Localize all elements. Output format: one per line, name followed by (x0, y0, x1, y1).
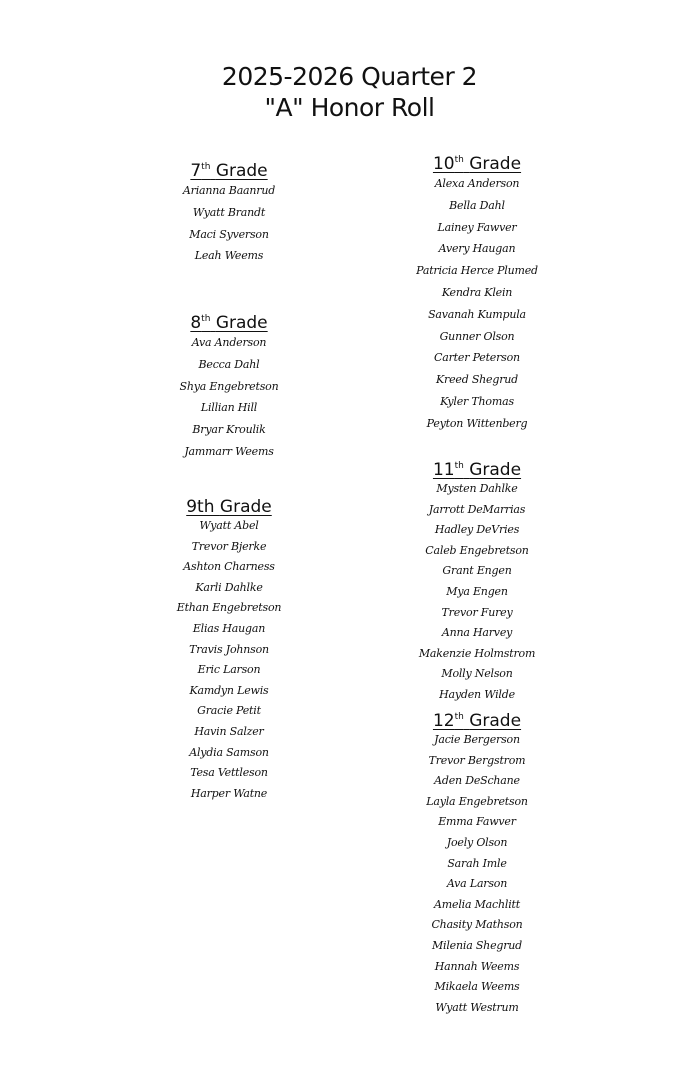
student-name: Grant Engen (442, 564, 512, 578)
student-name: Maci Syverson (189, 227, 269, 241)
student-name: Jarrott DeMarrias (428, 502, 526, 516)
student-name: Tesa Vettleson (190, 766, 268, 780)
student-name: Gunner Olson (439, 329, 515, 343)
student-name: Alexa Anderson (434, 177, 520, 190)
student-name: Alydia Samson (189, 745, 269, 759)
student-name: Gracie Petit (197, 704, 261, 718)
student-name: Caleb Engebretson (425, 543, 529, 557)
grade-10-heading (357, 149, 597, 174)
grade-9-heading (109, 492, 349, 517)
page-subtitle: "A" Honor Roll (264, 93, 435, 122)
student-name: Wyatt Westrum (435, 1000, 519, 1014)
grade-7-list (109, 180, 349, 267)
grade-7-heading (109, 156, 349, 181)
student-name: Avery Haugan (438, 242, 516, 256)
student-name: Lillian Hill (200, 401, 258, 415)
grade-9-list (109, 516, 349, 804)
student-name: Havin Salzer (194, 724, 264, 738)
student-name: Bella Dahl (449, 198, 505, 212)
student-name: Makenzie Holmstrom (418, 646, 536, 660)
student-name: Leah Weems (194, 249, 264, 263)
student-name: Aden DeSchane (434, 774, 520, 788)
grade-10-suffix: th (454, 155, 464, 165)
grade-12-number: 12 (432, 711, 455, 731)
grade-11-number: 11 (432, 460, 455, 480)
student-name: Eric Larson (197, 663, 261, 677)
student-name: Anna Harvey (441, 626, 513, 640)
student-name: Peyton Wittenberg (426, 416, 528, 430)
student-name: Elias Haugan (192, 621, 266, 635)
grade-8-list (109, 332, 349, 463)
grade-8-section (109, 308, 349, 463)
student-name: Savanah Kumpula (428, 307, 526, 321)
grade-10-section (357, 149, 597, 435)
grade-9-number: 9th (186, 497, 215, 517)
student-name: Hadley DeVries (434, 523, 520, 537)
student-name: Becca Dahl (198, 357, 260, 371)
grade-11-section (357, 455, 597, 706)
student-name: Carter Peterson (434, 351, 520, 365)
student-name: Kendra Klein (441, 285, 513, 299)
grade-10-word: Grade (469, 154, 522, 174)
student-name: Patricia Herce Plumed (416, 264, 538, 278)
student-name: Kyler Thomas (440, 394, 514, 408)
grade-11-heading (357, 455, 597, 480)
student-name: Shya Engebretson (179, 379, 279, 393)
student-name: Jacie Bergerson (434, 733, 520, 746)
grade-9-list-clip (109, 516, 349, 804)
grade-12-suffix: th (454, 712, 464, 722)
student-name: Amelia Machlitt (434, 897, 520, 911)
grade-7-suffix: th (201, 162, 211, 172)
student-name: Trevor Furey (441, 605, 513, 619)
student-name: Kreed Shegrud (436, 373, 518, 387)
student-name: Trevor Bergstrom (428, 753, 526, 767)
student-name: Emma Fawver (438, 815, 516, 829)
grade-7-word: Grade (215, 161, 268, 181)
student-name: Layla Engebretson (426, 794, 528, 808)
student-name: Arianna Baanrud (182, 184, 276, 197)
student-name: Ashton Charness (183, 560, 275, 574)
grade-9-section (109, 492, 349, 804)
student-name: Harper Watne (190, 786, 268, 800)
student-name: Joely Olson (446, 835, 508, 849)
grade-8-suffix: th (201, 314, 211, 324)
student-name: Sarah Imle (447, 856, 507, 870)
grade-11-suffix: th (454, 461, 464, 471)
grade-8-word: Grade (215, 313, 268, 333)
student-name: Lainey Fawver (437, 220, 517, 234)
student-name: Bryar Kroulik (192, 423, 266, 437)
grade-12-heading (357, 706, 597, 731)
grade-8-heading (109, 308, 349, 333)
grade-11-word: Grade (469, 460, 522, 480)
grade-9-word: Grade (219, 497, 272, 517)
student-name: Hannah Weems (434, 959, 520, 973)
student-name: Chasity Mathson (431, 918, 523, 932)
grade-7-number: 7 (190, 161, 202, 181)
grade-10-list (357, 173, 597, 435)
grade-10-number: 10 (432, 154, 455, 174)
student-name: Kamdyn Lewis (189, 683, 269, 697)
student-name: Ava Larson (446, 877, 508, 891)
student-name: Milenia Shegrud (431, 938, 523, 952)
student-name: Mya Engen (446, 584, 508, 598)
grade-12-section (357, 706, 597, 1018)
grade-12-word: Grade (469, 711, 522, 731)
student-name: Hayden Wilde (439, 687, 515, 701)
grade-8-number: 8 (190, 313, 202, 333)
student-name: Mysten Dahlke (436, 482, 518, 495)
student-name: Karli Dahlke (195, 580, 263, 594)
student-name: Molly Nelson (441, 667, 513, 681)
student-name: Wyatt Brandt (192, 205, 266, 219)
page-title: 2025-2026 Quarter 2 (221, 62, 478, 91)
student-name: Mikaela Weems (434, 980, 520, 994)
grade-11-list (357, 479, 597, 706)
student-name: Travis Johnson (189, 642, 269, 656)
grade-12-list (357, 730, 597, 1018)
student-name: Ethan Engebretson (176, 601, 282, 615)
grade-7-section (109, 156, 349, 267)
student-name: Ava Anderson (191, 336, 267, 349)
student-name: Jammarr Weems (184, 444, 274, 458)
student-name: Trevor Bjerke (191, 539, 267, 553)
student-name: Wyatt Abel (199, 519, 259, 532)
